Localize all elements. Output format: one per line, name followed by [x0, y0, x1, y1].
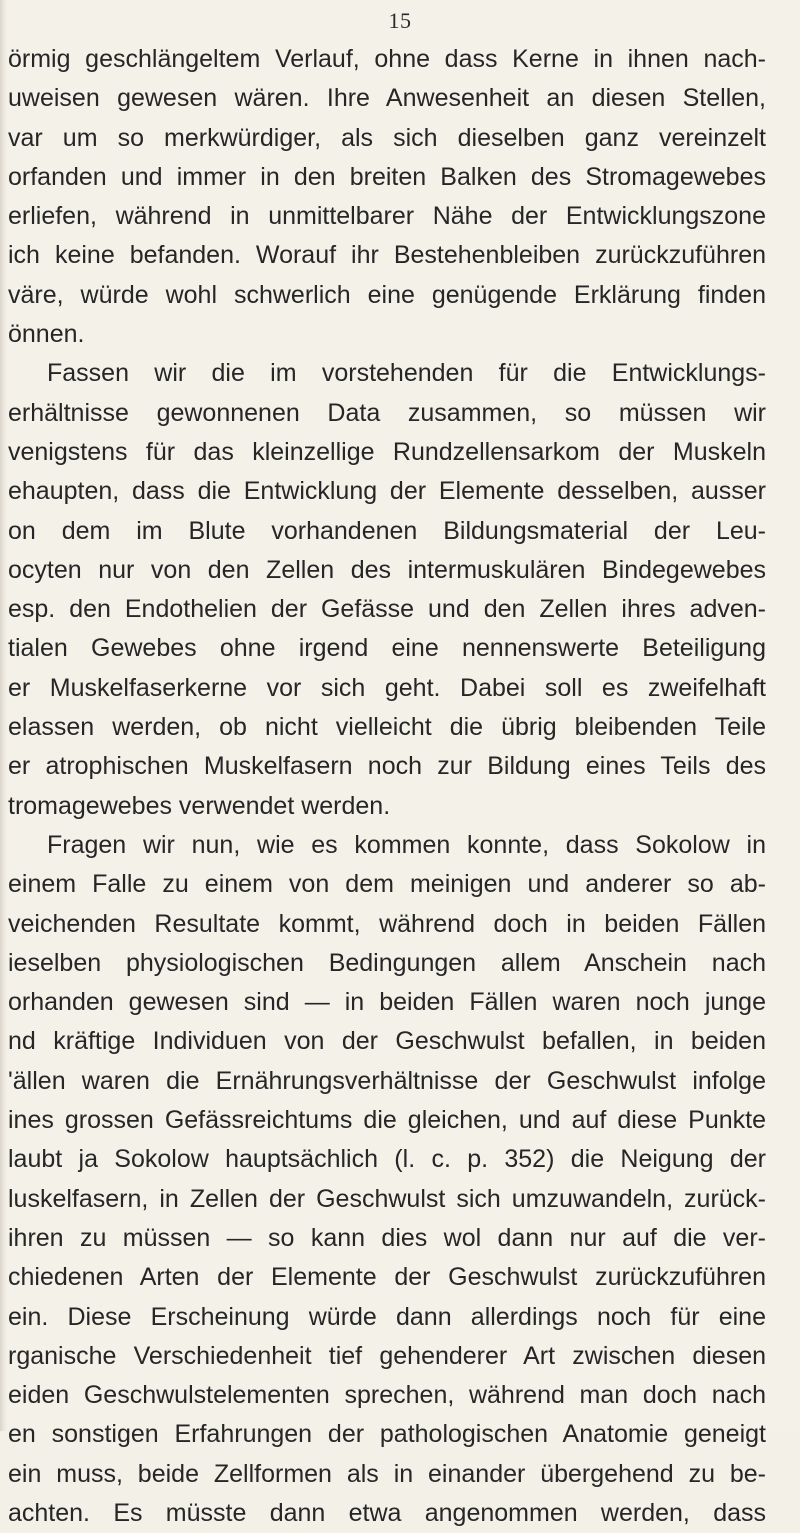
text-line: uweisen gewesen wären. Ihre Anwesenheit an diesen Stellen, [8, 84, 766, 113]
text-line: var um so merkwürdiger, als sich dieselben ganz vereinzelt [8, 123, 766, 152]
text-line: önnen. [8, 320, 85, 349]
text-line: tialen Gewebes ohne irgend eine nennenswerte Beteiligung [8, 634, 766, 663]
text-line: esp. den Endothelien der Gefässe und den Zellen ihres adven- [8, 595, 766, 624]
binding-gutter-shadow [0, 0, 7, 1431]
text-line: luskelfasern, in Zellen der Geschwulst sich umzuwandeln, zurück- [8, 1184, 766, 1213]
text-line: ich keine befanden. Worauf ihr Bestehenbleiben zurückzuführen [8, 241, 766, 270]
text-line: elassen werden, ob nicht vielleicht die übrig bleibenden Teile [8, 713, 766, 742]
text-line: einem Falle zu einem von dem meinigen und anderer so ab- [8, 870, 766, 899]
text-line: veichenden Resultate kommt, während doch in beiden Fällen [8, 909, 766, 938]
text-line: chiedenen Arten der Elemente der Geschwulst zurückzuführen [8, 1263, 766, 1292]
text-line: ines grossen Gefässreichtums die gleichen, und auf diese Punkte [8, 1106, 766, 1135]
text-line: väre, würde wohl schwerlich eine genügende Erklärung finden [8, 280, 766, 309]
body-text [8, 40, 766, 1533]
text-line: laubt ja Sokolow hauptsächlich (l. c. p. 352) die Neigung der [8, 1145, 766, 1174]
text-line: rganische Verschiedenheit tief gehenderer Art zwischen diesen [8, 1341, 766, 1370]
text-line: ein muss, beide Zellformen als in einander übergehend zu be- [8, 1459, 766, 1488]
text-line: on dem im Blute vorhandenen Bildungsmaterial der Leu- [8, 516, 766, 545]
text-line: achten. Es müsste dann etwa angenommen werden, dass [8, 1498, 766, 1527]
text-line: erliefen, während in unmittelbarer Nähe der Entwicklungszone [8, 202, 766, 231]
text-line: ieselben physiologischen Bedingungen allem Anschein nach [8, 948, 766, 977]
text-line: er atrophischen Muskelfasern noch zur Bildung eines Teils des [8, 752, 766, 781]
text-line: er Muskelfaserkerne vor sich geht. Dabei soll es zweifelhaft [8, 673, 766, 702]
text-line: tromagewebes verwendet werden. [8, 791, 391, 820]
text-line: erhältnisse gewonnenen Data zusammen, so müssen wir [8, 398, 766, 427]
text-line: nd kräftige Individuen von der Geschwulst befallen, in beiden [8, 1027, 766, 1056]
text-line: ehaupten, dass die Entwicklung der Elemente desselben, ausser [8, 477, 766, 506]
text-line: ocyten nur von den Zellen des intermuskulären Bindegewebes [8, 555, 766, 584]
text-line: ein. Diese Erscheinung würde dann allerdings noch für eine [8, 1302, 766, 1331]
text-line: 'ällen waren die Ernährungsverhältnisse der Geschwulst infolge [8, 1066, 766, 1095]
text-line: örmig geschlängeltem Verlauf, ohne dass Kerne in ihnen nach- [8, 45, 766, 73]
page-number: 15 [388, 8, 412, 33]
text-line: Fragen wir nun, wie es kommen konnte, dass Sokolow in [47, 830, 766, 859]
text-line: eiden Geschwulstelementen sprechen, während man doch nach [8, 1381, 766, 1410]
text-line: en sonstigen Erfahrungen der pathologischen Anatomie geneigt [8, 1420, 766, 1449]
text-line: orfanden und immer in den breiten Balken des Stromagewebes [8, 162, 766, 191]
text-line: venigstens für das kleinzellige Rundzellensarkom der Muskeln [8, 437, 766, 466]
text-line: orhanden gewesen sind — in beiden Fällen waren noch junge [8, 988, 766, 1017]
text-line: ihren zu müssen — so kann dies wol dann nur auf die ver- [8, 1223, 766, 1252]
text-line: Fassen wir die im vorstehenden für die Entwicklungs- [47, 359, 766, 388]
